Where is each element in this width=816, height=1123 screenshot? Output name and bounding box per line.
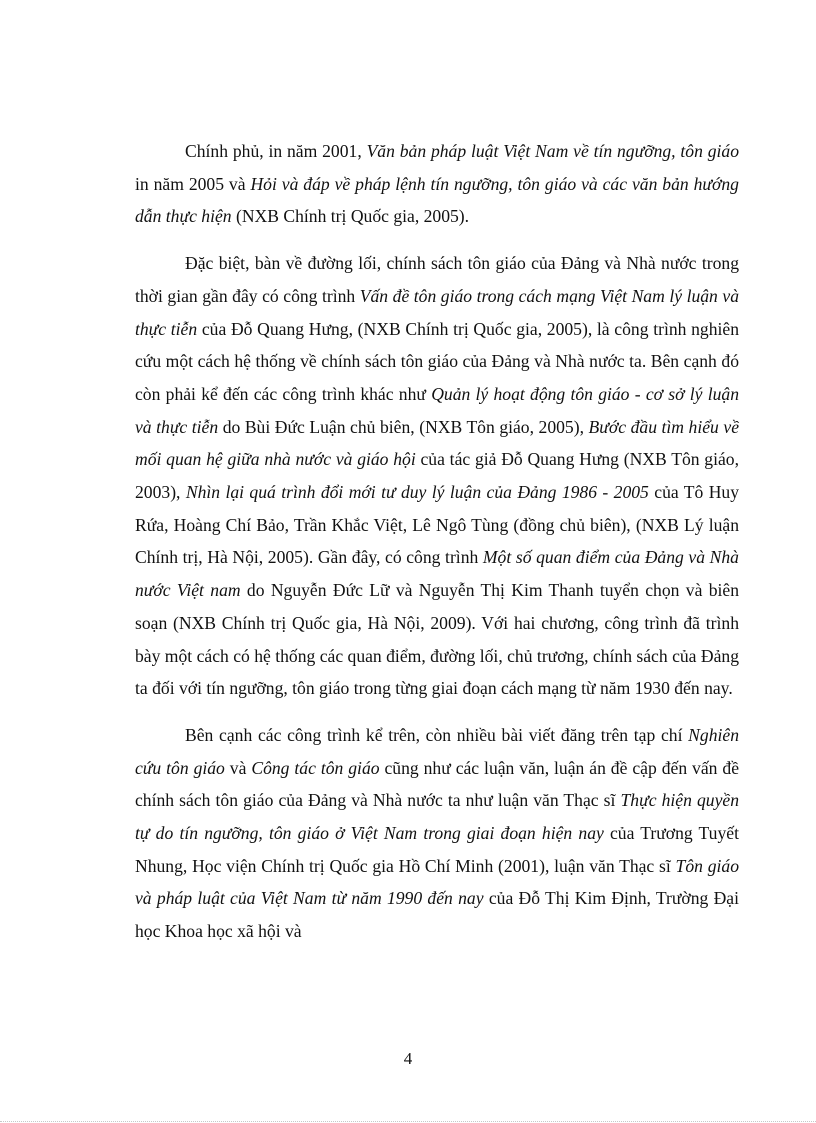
text-run: của Trương Tuyết Nhung, Học viện Chính trị Quốc gia Hồ Chí Minh (2001), luận văn Thạc sĩ bbox=[135, 823, 739, 876]
text-run: in năm 2005 và bbox=[135, 173, 251, 194]
paragraph-1 bbox=[135, 135, 739, 233]
italic-title-run: Tôn giáo và pháp luật của Việt Nam từ năm 1990 đến nay bbox=[135, 855, 739, 909]
text-run: Đặc biệt, bàn về đường lối, chính sách tôn giáo của Đảng và Nhà nước trong thời gian gần đây có công trình bbox=[135, 253, 739, 306]
italic-title-run: Nghiên cứu tôn giáo bbox=[135, 724, 739, 778]
italic-title-run: Hỏi và đáp về pháp lệnh tín ngưỡng, tôn giáo và các văn bản hướng dẫn thực hiện bbox=[135, 173, 739, 227]
italic-title-run: Thực hiện quyền tự do tín ngưỡng, tôn giáo ở Việt Nam trong giai đoạn hiện nay bbox=[135, 790, 739, 844]
text-run: của Đỗ Thị Kim Định, Trường Đại học Khoa học xã hội và bbox=[135, 888, 739, 942]
italic-title-run: Một số quan điểm của Đảng và Nhà nước Việt nam bbox=[135, 547, 739, 601]
text-run: do Nguyễn Đức Lữ và Nguyễn Thị Kim Thanh tuyển chọn và biên soạn (NXB Chính trị Quốc gia, Hà Nội, 2009). Với hai chương, công trình đã trình bày một cách có hệ thống các quan điểm, đường lối, chủ trương, chính sách của Đảng ta đối với tín ngưỡng, tôn giáo trong từng giai đoạn cách mạng từ năm 1930 đến nay. bbox=[135, 580, 739, 699]
italic-title-run: Văn bản pháp luật Việt Nam về tín ngưỡng, tôn giáo bbox=[366, 141, 740, 161]
text-run: (NXB Chính trị Quốc gia, 2005). bbox=[231, 206, 470, 227]
text-run: và bbox=[224, 757, 252, 778]
text-run: của Tô Huy Rứa, Hoàng Chí Bảo, Trần Khắc Việt, Lê Ngô Tùng (đồng chủ biên), (NXB Lý luận Chính trị, Hà Nội, 2005). Gần đây, có công trình bbox=[135, 482, 739, 568]
document-body bbox=[135, 135, 739, 962]
text-run: cũng như các luận văn, luận án đề cập đến vấn đề chính sách tôn giáo của Đảng và Nhà nước ta như luận văn Thạc sĩ bbox=[135, 757, 739, 811]
text-run: Chính phủ, in năm 2001, bbox=[185, 141, 367, 161]
page-number: 4 bbox=[403, 1049, 413, 1068]
italic-title-run: Nhìn lại quá trình đổi mới tư duy lý luận của Đảng 1986 - 2005 bbox=[185, 482, 649, 503]
text-run: của tác giả Đỗ Quang Hưng (NXB Tôn giáo, 2003), bbox=[135, 449, 739, 503]
paragraph-2 bbox=[135, 247, 739, 705]
text-run: do Bùi Đức Luận chủ biên, (NXB Tôn giáo, 2005), bbox=[218, 416, 589, 437]
page-bottom-divider bbox=[0, 1121, 816, 1122]
paragraph-3 bbox=[135, 719, 739, 948]
italic-title-run: Bước đầu tìm hiểu về mối quan hệ giữa nhà nước và giáo hội bbox=[135, 416, 739, 470]
italic-title-run: Công tác tôn giáo bbox=[251, 757, 380, 778]
text-run: của Đỗ Quang Hưng, (NXB Chính trị Quốc gia, 2005), là công trình nghiên cứu một cách hệ thống về chính sách tôn giáo của Đảng và Nhà nước ta. Bên cạnh đó còn phải kể đến các công trình khác như bbox=[135, 318, 739, 404]
text-run: Bên cạnh các công trình kể trên, còn nhiều bài viết đăng trên tạp chí bbox=[185, 724, 689, 745]
italic-title-run: Vấn đề tôn giáo trong cách mạng Việt Nam lý luận và thực tiễn bbox=[135, 285, 739, 339]
italic-title-run: Quản lý hoạt động tôn giáo - cơ sở lý luận và thực tiễn bbox=[135, 383, 740, 437]
